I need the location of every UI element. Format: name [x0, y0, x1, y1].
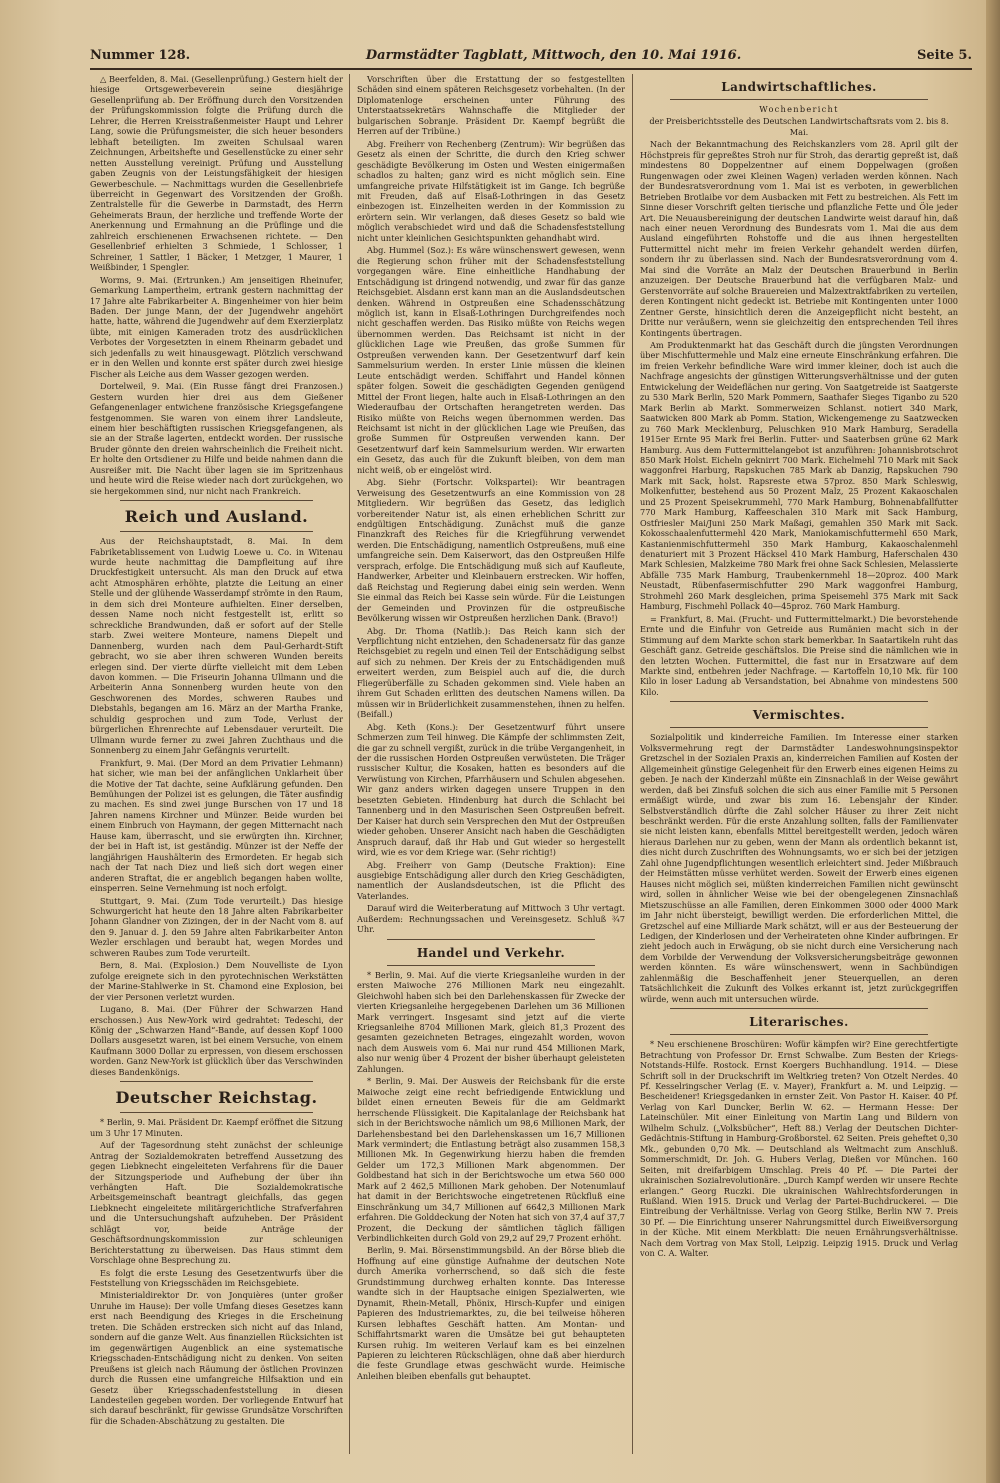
- divider: [387, 939, 595, 940]
- article-sozialpolitik: Sozialpolitik und kinderreiche Familien. Im Interesse einer starken Volksvermehrung regt der Darmstädter Landeswohnungsinspektor Gretzschel in der Sozialen Praxis an, kinderreichen Familien auf Kosten der Allgemeinheit günstige Gelegenheit für den Erwerb eines eigenen Heims zu geben. Je nach der Kinderzahl müßte ein Zinsnachlaß in der Weise gewährt werden, daß bei Zinsfuß solchen die sich aus einer Familie mit 5 Personen ermäßigt würde, und zwar bis zum 16. Lebensjahr der Kinder. Selbstverständlich dürfte die Zahl solcher Häuser zu ihrer Zeit nicht beschränkt werden. Für die erste Anzahlung sollten, falls der Familienvater sie nicht leisten kann, ebenfalls Mittel bereitgestellt werden, jedoch wären hieraus Darlehen nur zu geben, wenn der Mann als ordentlich bekannt ist, dies nicht durch Zuschriften des Wohnungsamts, wo er sich bei der jetzigen Zahl ohne Jugendpflichtungen wesentlich erleichtert sind. Jeder Mißbrauch der Heimstätten müsse verhütet werden. Soweit der Erwerb eines eigenen Hauses nicht möglich sei, müßten kinderreichen Familien nicht gewünscht wird, sollen in ähnlicher Weise wie bei der obengelegenen Zinsnachlaß Mietszuschüsse an alle Familien, deren Einkommen 3000 oder 4000 Mark im Jahr nicht übersteigt, bewilligt werden. Die erforderlichen Mittel, die Gretzschel auf eine Milliarde Mark schätzt, will er aus der Besteuerung der Ledigen, der Kinderlosen und der Verheirateten ohne Kinder aufbringen. Er zieht jedoch auch in Erwägung, ob sie nicht durch eine Versicherung nach dem Vorbilde der Verwendung der Volksversicherungsbeiträge gewonnen werden könnten. Es wäre wünschenswert, wenn in Sachbündigen zahlenmäßig die Beschaffenheit jener Steuerquellen, an deren Tatsächlichkeit die Zukunft des Volkes erkannt ist, jetzt zurückgegriffen würde, wenn auch mit untersuchen würde.: [640, 732, 958, 1004]
- article-rechenberg: Abg. Freiherr von Rechenberg (Zentrum): Wir begrüßen das Gesetz als einen der Schritte, die durch den Krieg schwer geschädigte Bevölkerung im Osten und Westen einigermaßen schadlos zu halten; ganz wird es nicht möglich sein. Eine umfangreiche private Hilfstätigkeit ist im Gange. Ich begrüße mit Freuden, daß auf Elsaß-Lothringen in das Gesetz einbezogen ist. Einzelheiten werden in der Kommission zu erörtern sein. Wir verlangen, daß dieses Gesetz so bald wie möglich verabschiedet wird und daß die Schadensfeststellung nicht unter kleinlichen Gesichtspunkten gehandhabt wird.: [357, 138, 625, 243]
- divider: [387, 965, 595, 966]
- section-heading-vermischtes: Vermischtes.: [752, 708, 846, 723]
- subheading-preisbericht: der Preisberichtsstelle des Deutschen Landwirtschaftsrats vom 2. bis 8. Mai.: [649, 116, 949, 137]
- divider: [670, 727, 928, 728]
- divider: [120, 500, 313, 501]
- section-heading-reichstag: Deutscher Reichstag.: [115, 1088, 318, 1108]
- article-verordnungen: Nach der Bekanntmachung des Reichskanzlers vom 28. April gilt der Höchstpreis für gepreßtes Stroh nur für Stroh, das derartig gepreßt ist, daß mindestens 80 Doppelzentner auf einem Doppelwagen (großen Rungenwagen oder zwei Kleinen Wagen) verladen werden können. Nach der Bundesratsverordnung vom 1. Mai ist es verboten, in gewerblichen Betrieben Brotlaibe vor dem Ausbacken mit Fett zu bestreichen. Als Fett im Sinne dieser Vorschrift gelten tierische und pflanzliche Fette und Öle jeder Art. Die Neuausbereinigung der deutschen Landwirte weist darauf hin, daß nach einer neuen Verordnung des Bundesrats vom 1. Mai die aus dem Ausland eingeführten Rohstoffe und die aus ihnen hergestellten Futtermittel nicht mehr im freien Verkehr gehandelt werden dürfen, sondern ihr zu überlassen sind. Nach der Bundesratsverordnung vom 4. Mai sind die Vorräte an Malz der Deutschen Brauerbund in Berlin anzuzeigen. Der Deutsche Brauerbund hat die verfügbaren Malz- und Gerstenvorräte auf solche Brauereien und Malzextraktfabriken zu verteilen, deren Kontingent nicht gedeckt ist. Betriebe mit Kontingenten unter 1000 Zentner Gerste, hinsichtlich deren die Anzeigepflicht nicht besteht, an Dritte nur veräußern, wenn sie gleichzeitig den entsprechenden Teil ihres Kontingents übertragen.: [640, 139, 958, 338]
- article-boerse: Berlin, 9. Mai. Börsenstimmungsbild. An der Börse blieb die Hoffnung auf eine günstige Aufnahme der deutschen Note durch Amerika vorherrschend, so daß sich die feste Grundstimmung durchweg erhalten konnte. Das Interesse wandte sich in der Hauptsache einigen Spezialwerten, wie Dynamit, Rhein-Metall, Phönix, Hirsch-Kupfer und einigen Papieren des Industriemarktes, zu, die bei teilweise höheren Kursen lebhaftes Geschäft hatten. Am Montan- und Schiffahrtsmarkt waren die Umsätze bei gut behaupteten Kursen ruhig. Im weiteren Verlauf kam es bei einzelnen Papieren zu leichteren Rückschlägen, ohne daß aber hierdurch die feste Grundlage etwas geschwächt wurde. Heimische Anleihen bleiben ebenfalls gut behauptet.: [357, 1245, 625, 1381]
- divider: [120, 531, 313, 532]
- divider: [120, 1081, 313, 1082]
- issue-number: Nummer 128.: [90, 47, 191, 63]
- masthead-date: Darmstädter Tagblatt, Mittwoch, den 10. Mai 1916.: [365, 47, 742, 63]
- column-rule-2: [632, 74, 633, 1454]
- divider: [120, 1112, 313, 1113]
- article-beerfelden: △ Beerfelden, 8. Mai. (Gesellenprüfung.) Gestern hielt der hiesige Ortsgewerbeverein seine diesjährige Gesellenprüfung ab. Der Eröffnung durch den Vorsitzenden der Prüfungskommission folgte die Prüfung durch die Lehrer, die Herren Kreisstraßenmeister Haupt und Lehrer Lang, sowie die Prüfungsmeister, die sich heuer besonders lebhaft beteiligten. Im zweiten Schulsaal waren Zeichnungen, Arbeitshefte und Gesellenstücke zu einer sehr netten Ausstellung vereinigt. Prüfung und Ausstellung gaben Zeugnis von der Leistungsfähigkeit der hiesigen Gewerbeschule. — Nachmittags wurden die Gesellenbriefe überreicht in Gegenwart des Vorsitzenden der Großh. Zentralstelle für die Gewerbe in Darmstadt, des Herrn Geheimerats Braun, der herzliche und treffende Worte der Anerkennung und Ermahnung an die Prüflinge und die zahlreich erschienenen Erwachsenen richtete. — Den Gesellenbrief erhielten 3 Schmiede, 1 Schlosser, 1 Schreiner, 1 Sattler, 1 Bäcker, 1 Metzger, 1 Maurer, 1 Weißbinder, 1 Spengler.: [90, 74, 343, 273]
- article-worms: Worms, 9. Mai. (Ertrunken.) Am jenseitigen Rheinufer, Gemarkung Lampertheim, ertrank gestern nachmittag der 17 Jahre alte Fabrikarbeiter A. Bingenheimer von hier beim Baden. Der junge Mann, der der Jugendwehr angehört hatte, hatte, während die Jugendwehr auf dem Exerzierplatz übte, mit einigen Kameraden trotz des ausdrücklichen Verbotes der Vorgesetzten in einem Rheinarm gebadet und sich jedenfalls zu weit hinausgewagt. Plötzlich verschwand er in den Wellen und konnte erst später durch zwei hiesige Fischer als Leiche aus dem Wasser gezogen werden.: [90, 274, 343, 379]
- article-siehr: Abg. Siehr (Fortschr. Volkspartei): Wir beantragen Verweisung des Gesetzentwurfs an eine Kommission von 28 Mitgliedern. Wir begrüßen das Gesetz, das lediglich vorbereitender Natur ist, als einen erheblichen Schritt zur endgültigen Entschädigung. Zunächst muß die ganze Finanzkraft des Reiches für die Kriegführung verwendet werden. Die Entschädigung, namentlich Ostpreußens, muß eine umfangreiche sein. Dem Kaiserwort, das den Ostpreußen Hilfe versprach, erfolge. Die Entschädigung muß sich auf Kaufleute, Handwerker, Arbeiter und Kleinbauern erstrecken. Wir hoffen, daß Reichstag und Regierung dabei einig sein werden. Wenn Sie einmal das Reich bei Kasse sein würde. Für die Leistungen der Gemeinden und Provinzen für die ostpreußische Bevölkerung wissen wir Ostpreußen herzlichen Dank. (Bravo!): [357, 477, 625, 624]
- divider: [670, 99, 928, 100]
- article-frankfurt-markt: = Frankfurt, 8. Mai. (Frucht- und Futtermittelmarkt.) Die bevorstehende Ernte und die Einfuhr von Getreide aus Rumänien macht sich in der Stimmung auf dem Markte schon stark bemerkbar. In Saatartikeln ruht das Geschäft ganz. Getreide geschäftslos. Die Preise sind die nämlichen wie in den letzten Wochen. Futtermittel, die fast nur in Ersatzware auf dem Markte sind, entbehren jeder Nachfrage. — Kartoffeln 10,10 Mk. für 100 Kilo in loser Ladung ab Versandstation, bei Abnahme von mindestens 500 Kilo.: [640, 613, 958, 697]
- article-frankfurt-mord: Frankfurt, 9. Mai. (Der Mord an dem Privatier Lehmann) hat sicher, wie man bei der anfänglichen Unklarheit über die Motive der Tat dachte, seine Aufklärung gefunden. Den Bemühungen der Polizei ist es gelungen, die Täter ausfindig zu machen. Es sind zwei junge Burschen von 17 und 18 Jahren namens Kirchner und Münzer. Beide wurden bei einem Einbruch von Haymann, der gegen Mitternacht nach Hause kam, überrascht, und sie erwürgten ihn. Kirchner, der bei in Haft ist, ist geständig. Münzer ist der Neffe der langjährigen Haushälterin des Ermordeten. Er hegab sich nach der Tat nach Diez und ließ sich dort wegen einer anderen Straftat, die er angeblich begangen haben wollte, einsperren. Seine Vernehmung ist noch erfolgt.: [90, 757, 343, 894]
- column-3: [640, 74, 958, 1464]
- article-bern: Bern, 8. Mai. (Explosion.) Dem Nouvelliste de Lyon zufolge ereignete sich in den pyrotechnischen Werkstätten der Marine-Stahlwerke in St. Chamond eine Explosion, bei der vier Personen verletzt wurden.: [90, 960, 343, 1002]
- article-thoma: Abg. Dr. Thoma (Natlib.): Das Reich kann sich der Verpflichtung nicht entziehen, den Schadenersatz für das ganze Reichsgebiet zu regeln und einen Teil der Entschädigung selbst auf sich zu nehmen. Der Kreis der zu Entschädigenden muß erweitert werden, zum Beispiel auch auf die, die durch Fliegerüberfälle zu Schaden gekommen sind. Viele haben an ihrem Gut Schaden erlitten des deutschen Namens willen. Da müssen wir in Brüderlichkeit zusammenstehen, ihnen zu helfen. (Beifall.): [357, 625, 625, 720]
- section-heading-literarisches: Literarisches.: [749, 1015, 849, 1030]
- article-reichstag-opening: * Berlin, 9. Mai. Präsident Dr. Kaempf eröffnet die Sitzung um 3 Uhr 17 Minuten.: [90, 1117, 343, 1138]
- article-gamp: Abg. Freiherr von Gamp (Deutsche Fraktion): Eine ausgiebige Entschädigung aller durch den Krieg Geschädigten, namentlich der Auslandsdeutschen, ist die Pflicht des Vaterlandes.: [357, 859, 625, 901]
- column-1: [90, 74, 343, 1464]
- article-reichstag-cont: Vorschriften über die Erstattung der so festgestellten Schäden sind einem späteren Reichsgesetz vorbehalten. (In der Diplomatenloge erscheinen unter Führung des Unterstaatssekretärs Wahnschaffe die Mitglieder der bulgarischen Sobranje. Präsident Dr. Kaempf begrüßt die Herren auf der Tribüne.): [357, 74, 625, 137]
- column-2: [357, 74, 625, 1464]
- article-dortelweil: Dortelweil, 9. Mai. (Ein Russe fängt drei Franzosen.) Gestern wurden hier drei aus dem Gießener Gefangenenlager entwichene französische Kriegsgefangene festgenommen. Sie waren von einem ihrer Landsleute, einem hier beschäftigten russischen Kriegsgefangenen, als sie an der Straße lagerten, entdeckt worden. Der russische Bruder gönnte den dreien wahrscheinlich die Freiheit nicht. Er holte den Ortsdiener zu Hilfe und beide nahmen dann die Ausreißer mit. Die Nacht über lagen sie im Spritzenhaus und heute wird die Reise wieder nach dort zurückgehen, wo sie hergekommen sind, nur nicht nach Frankreich.: [90, 381, 343, 496]
- article-lugano: Lugano, 8. Mai. (Der Führer der Schwarzen Hand erschossen.) Aus New-York wird gedrahtet: Tedeschi, der König der „Schwarzen Hand“-Bande, auf dessen Kopf 1000 Dollars ausgesetzt waren, ist bei einem Versuche, von einem Kaufmann 3000 Dollar zu erpressen, von diesem erschossen worden. Ganz New-York ist glücklich über das Verschwinden dieses Bandenkönigs.: [90, 1004, 343, 1077]
- article-reichsbank: * Berlin, 9. Mai. Der Ausweis der Reichsbank für die erste Maiwoche zeigt eine recht befriedigende Entwicklung und bildet einen erneuten Beweis für die am Geldmarkt herrschende Flüssigkeit. Die Kapitalanlage der Reichsbank hat sich in der Berichtswoche nämlich um 98,6 Millionen Mark, der Darlehensbestand bei den Darlehenskassen um 16,7 Millionen Mark vermindert; die Entlastung beträgt also zusammen 158,3 Millionen Mk. In Gegenwirkung hierzu haben die fremden Gelder um 172,3 Millionen Mark abgenommen. Der Goldbestand hat sich in der Berichtswoche um etwa 560 000 Mark auf 2 462,5 Millionen Mark gehoben. Der Notenumlauf hat damit in der Berichtswoche eingetretenen Rückfluß eine Einschränkung um 34,7 Millionen auf 6642,3 Millionen Mark erfahren. Die Golddeckung der Noten hat sich von 37,4 auf 37,7 Prozent, die Deckung der sämtlichen täglich fälligen Verbindlichkeiten durch Gold von 29,2 auf 29,7 Prozent erhöht.: [357, 1076, 625, 1244]
- article-keth: Abg. Keth (Kons.): Der Gesetzentwurf führt unsere Schmerzen zum Teil hinweg. Die Kämpfe der schlimmsten Zeit, die gar zu schnell vergißt, zurück in die trübe Vergangenheit, in der die russischen Horden Ostpreußen verwüsteten. Die Träger russischer Kultur, die Kosaken, hatten es besonders auf die Verwüstung von Kirchen, Pfarrhäusern und Schulen abgesehen. Wir ganz anders wirken dagegen unsere Truppen in den besetzten Gebieten. Hindenburg hat durch die Schlacht bei Tannenberg und in den Masurischen Seen Ostpreußen befreit. Der Kaiser hat durch sein Versprechen den Mut der Ostpreußen wieder gehoben. Unserer Ansicht nach haben die Geschädigten Anspruch darauf, daß ihr Hab und Gut wieder so hergestellt wird, wie es vor dem Kriege war. (Sehr richtig!): [357, 721, 625, 858]
- article-stuttgart: Stuttgart, 9. Mai. (Zum Tode verurteilt.) Das hiesige Schwurgericht hat heute den 18 Jahre alten Fabrikarbeiter Johann Glandner von Zizingen, der in der Nacht vom 8. auf den 9. Januar d. J. den 59 Jahre alten Fabrikarbeiter Anton Wezler erschlagen und beraubt hat, wegen Mordes und schweren Raubes zum Tode verurteilt.: [90, 895, 343, 958]
- column-rule-1: [349, 74, 350, 1454]
- article-hummel: Abg. Hummel (Soz.): Es wäre wünschenswert gewesen, wenn die Regierung schon früher mit der Schadensfeststellung vorgegangen wäre. Eine einheitliche Handhabung der Entschädigung ist dringend notwendig, und zwar für das ganze Reichsgebiet. Alsdann erst kann man an die Auslandsdeutschen denken. Während in Ostpreußen eine Schadensschätzung möglich ist, kann in Elsaß-Lothringen Durchgreifendes noch nicht geschaffen werden. Das Risiko müßte von Reichs wegen übernommen werden. Das Reichsamt ist nicht in der glücklichen Lage wie Preußen, das große Summen für Ostpreußen verwenden kann. Der Gesetzentwurf darf kein Sammelsurium werden. In erster Linie müssen die kleinen Leute entschädigt werden. Schiffahrt und Handel können später folgen. Soweit die geschädigten Gegenden genügend Mittel der Front liegen, halte auch in Elsaß-Lothringen an den Wiederaufbau der Ortschaften herangetreten werden. Das Risiko müßte von Reichs wegen übernommen werden. Das Reichsamt ist nicht in der glücklichen Lage wie Preußen, das große Summen für Ostpreußen verwenden kann. Der Gesetzentwurf darf kein Sammelsurium werden. Wir erwarten ein Gesetz, das auch für die Zukunft bleiben, von dem man nicht weiß, ob er eingelöst wird.: [357, 245, 625, 475]
- article-reichstag-reading: Es folgt die erste Lesung des Gesetzentwurfs über die Feststellung von Kriegsschäden im Reichsgebiete.: [90, 1267, 343, 1289]
- article-reichshauptstadt: Aus der Reichshauptstadt, 8. Mai. In dem Fabriketablissement von Ludwig Loewe u. Co. in Witenau wurde heute nachmittag die Dampfleitung auf ihre Druckfestigkeit untersucht. Als man den Druck auf etwa acht Atmosphären erhöhte, platzte die Leitung an einer Stelle und der glühende Wasserdampf strömte in den Raum, in dem sich drei Monteure aufhielten. Einer derselben, dessen Name noch nicht festgestellt ist, erlitt so schreckliche Brandwunden, daß er sofort auf der Stelle starb. Zwei weitere Monteure, namens Diepelt und Dannenberg, wurden nach dem Paul-Gerhardt-Stift gebracht, wo sie aber ihren schweren Wunden bereits erlegen sind. Der vierte dürfte vielleicht mit dem Leben davon kommen. — Die Friseurin Johanna Ullmann und die Arbeiterin Anna Sonnenberg wurden heute von den Geschworenen des Mordes, schweren Raubes und Diebstahls, begangen am 16. März an der Martha Franke, schuldig gesprochen und zum Tode, Verlust der bürgerlichen Ehrenrechte auf Lebensdauer verurteilt. Die Ullmann wurde ferner zu zwei Jahren Zuchthaus und die Sonnenberg zu einem Jahr Gefängnis verurteilt.: [90, 536, 343, 756]
- section-heading-reich-und-ausland: Reich und Ausland.: [124, 507, 309, 527]
- divider: [670, 1008, 928, 1009]
- divider: [670, 1034, 928, 1035]
- article-reichstag-speech: Ministerialdirektor Dr. von Jonquières (unter großer Unruhe im Hause): Der volle Umfang dieses Gesetzes kann erst nach Beendigung des Krieges in die Erscheinung treten. Die Schäden erstrecken sich nicht auf das Inland, sondern auf die ganze Welt. Aus finanziellen Rücksichten ist im gegenwärtigen Augenblick an eine systematische Kriegsschaden-Entschädigung nicht zu denken. Von seiten Preußens ist gleich nach Räumung der östlichen Provinzen durch die Russen eine umfangreiche Hilfsaktion und ein Gesetz über Kriegsschadenfeststellung in diesen Landesteilen gegeben worden. Der vorliegende Entwurf hat sich darauf beschränkt, für gewisse Grundsätze Vorschriften für die Schaden-Abschätzung zu gestalten. Die: [90, 1290, 343, 1426]
- article-broschueren: * Neu erschienene Broschüren: Wofür kämpfen wir? Eine gerechtfertigte Betrachtung von Professor Dr. Ernst Schwalbe. Zum Besten der Kriegs-Notstands-Hilfe. Rostock. Ernst Koergers Buchhandlung. 1914. — Diese Schrift soll in der Druckschrift im Weltkrieg treten? Von Otzelt Nerdes. 40 Pf. Kesselringscher Verlag (E. v. Mayer), Frankfurt a. M. und Leipzig. — Bescheidener! Kriegsgedanken in ernster Zeit. Von Pastor H. Kaiser. 40 Pf. Verlag von Karl Duncker, Berlin W. 62. — Hermann Hesse: Der Lateinschüler. Mit einer Einleitung von Martin Lang und Bildern von Wilhelm Schulz. („Volksbücher“, Heft 88.) Verlag der Deutschen Dichter-Gedächtnis-Stiftung in Hamburg-Großborstel. 62 Seiten. Preis geheftet 0,30 Mk., gebunden 0,70 Mk. — Deutschland als Weltmacht zum Anschluß. Sommerschmidt, Dr. Joh. G. Hubers Verlag, Dießen vor München. 160 Seiten, mit dreifarbigem Umschlag. Preis 40 Pf. — Die Partei der ukrainischen Sozialrevolutionäre. „Durch Kampf werden wir unsere Rechte erlangen.“ Georg Ruczki. Die ukrainischen Wahlrechtsforderungen in Rußland. Wien 1915. Druck und Verlag der Partei-Buchdruckerei. — Die Eintreibung der Verhältnisse. Verlag von Georg Stilke, Berlin NW 7. Preis 30 Pf. — Die Einrichtung unserer Nahrungsmittel durch Eiweißversorgung in der Küche. Mit einem Merkblatt: Die neuen Ernährungsverhältnisse. Nach dem Vortrag von Max Stoll, Leipzig. Leipzig 1915. Druck und Verlag von C. A. Walter.: [640, 1039, 958, 1259]
- page-header: [90, 42, 972, 70]
- article-adjourned: Darauf wird die Weiterberatung auf Mittwoch 3 Uhr vertagt. Außerdem: Rechnungssachen und Vereinsgesetz. Schluß ¾7 Uhr.: [357, 903, 625, 935]
- section-heading-handel: Handel und Verkehr.: [416, 945, 566, 960]
- page-number: Seite 5.: [917, 47, 972, 63]
- article-produktenmarkt: Am Produktenmarkt hat das Geschäft durch die jüngsten Verordnungen über Mischfuttermehle und Malz eine erneute Einschränkung erfahren. Die im freien Verkehr befindliche Ware wird immer kleiner, doch ist auch die Nachfrage angesichts der günstigen Witterungsverhältnisse und der guten Entwickelung der Weideflächen nur gering. Von Saatgetreide ist Saatgerste zu 530 Mark Berlin, 520 Mark Pommern, Saathafer Sieges Tiganbo zu 520 Mark Berlin ab Markt. Sommerweizen Schlanst. notiert 340 Mark, Saatwicken 800 Mark ab Pomm. Station, Wickengemenge zu Saatzwecken zu 760 Mark Mecklenburg, Peluschken 910 Mark Hamburg, Seradella 1915er Ernte 95 Mark frei Berlin. Futter- und Saaterbsen grüne 62 Mark Hamburg. Aus dem Futtermittelangebot ist anzuführen: Johannisbrotschrot 850 Mark Holst. Eicheln geknirrt 700 Mark. Eichelmehl 710 Mark mit Sack waggonfrei Harburg, Rapskuchen 785 Mark ab Danzig, Rapskuchen 790 Mark mit Sack, holst. Rapsreste etwa 57proz. 850 Mark Schleswig, Molkenfutter, bestehend aus 50 Prozent Malz, 25 Prozent Kakaoschalen und 25 Prozent Speisekrummehl, 770 Mark Hamburg, Bohnenabfallfutter 770 Mark Hamburg, Kaffeeschalen 310 Mark mit Sack Hamburg, Ostfriesler Mai/Juni 250 Mark Maßagi, gemahlen 350 Mark mit Sack. Kokosschaalenfuttermehl 420 Mark, Maniokamischfuttermehl 650 Mark, Kastanienmischfuttermehl 350 Mark Hamburg, Kakaoschalenmehl denaturiert mit 3 Prozent Häcksel 410 Mark Hamburg, Haferschalen 430 Mark Schlesien, Malzkeime 780 Mark frei ohne Sack Schlesien, Melassierte Abfälle 735 Mark Hamburg, Traubenkernmehl 18—20proz. 400 Mark Neustadt, Rübenfasermischfutter 290 Mark waggonfrei Hamburg, Strohmehl 260 Mark desgleichen, prima Speisemehl 375 Mark mit Sack Hamburg, Fischmehl Pollack 40—45proz. 760 Mark Hamburg.: [640, 339, 958, 612]
- article-kriegsanleihe: * Berlin, 9. Mai. Auf die vierte Kriegsanleihe wurden in der ersten Maiwoche 276 Millionen Mark neu eingezahlt. Gleichwohl haben sich bei den Darlehenskassen für Zwecke der vierten Kriegsanleihe hergegebenen Darlehen um 36 Millionen Mark verringert. Insgesamt sind jetzt auf die vierte Kriegsanleihe 8704 Millionen Mark, gleich 81,3 Prozent des gesamten gezeichneten Betrages, eingezahlt worden, wovon nach dem Ausweis vom 6. Mai nur rund 454 Millionen Mark, also nur wenig über 4 Prozent der bisher überhaupt geleisteten Zahlungen.: [357, 969, 625, 1074]
- page-binding: [986, 0, 1000, 1483]
- section-heading-landwirtschaft: Landwirtschaftliches.: [721, 80, 877, 94]
- subheading-wochenbericht: Wochenbericht: [759, 104, 839, 114]
- article-reichstag-agenda: Auf der Tagesordnung steht zunächst der schleunige Antrag der Sozialdemokraten betreffend Aussetzung des gegen Liebknecht eingeleiteten Verfahrens für die Dauer der Sitzungsperiode und Aufhebung der über ihn verhängten Haft. Die Sozialdemokratische Arbeitsgemeinschaft beantragt gleichfalls, das gegen Liebknecht eingeleitete militärgerichtliche Strafverfahren und die Untersuchungshaft aufzuheben. Der Präsident schlägt vor, beide Anträge der Geschäftsordnungskommission zur schleunigen Berichterstattung zu überweisen. Das Haus stimmt dem Vorschlage ohne Besprechung zu.: [90, 1140, 343, 1266]
- divider: [670, 701, 928, 702]
